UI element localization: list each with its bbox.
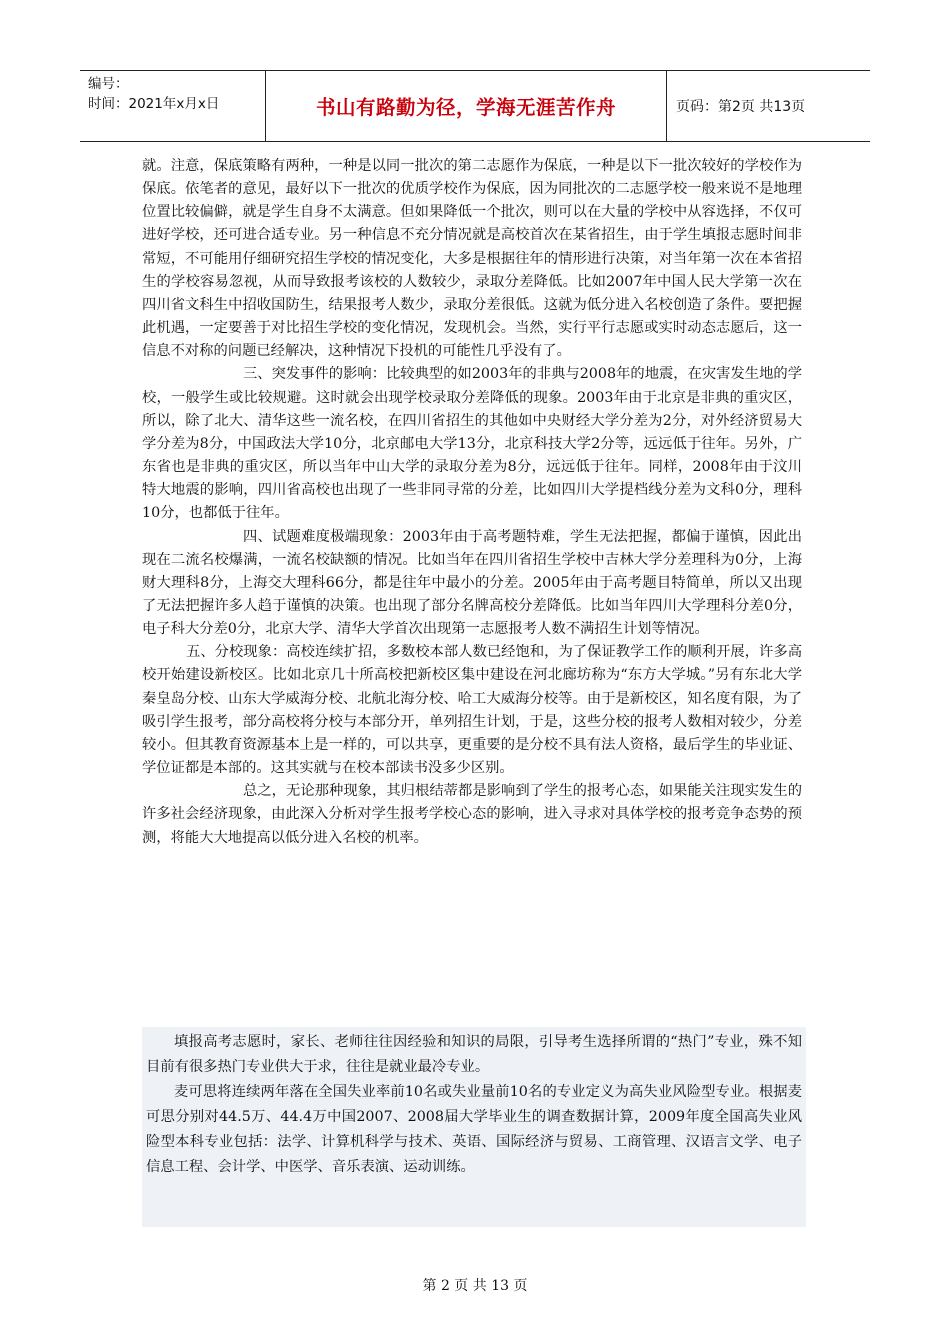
paragraph: 就。注意，保底策略有两种，一种是以同一批次的第二志愿作为保底，一种是以下一批次较好的学校作为保底。依笔者的意见，最好以下一批次的优质学校作为保底，因为同批次的二志愿学校一般来说不是地理位置比较偏僻，就是学生自身不太满意。但如果降低一个批次，则可以在大量的学校中从容选择，不仅可进好学校，还可进合适专业。另一种信息不充分情况就是高校首次在某省招生，由于学生填报志愿时间非常短，不可能用仔细研究招生学校的情况变化，大多是根据往年的情形进行决策，对当年第一次在本省招生的学校容易忽视，从而导致报考该校的人数较少，录取分差降低。比如2007年中国人民大学第一次在四川省文科生中招收国防生，结果报考人数少，录取分差很低。这就为低分进入名校创造了条件。要把握此机遇，一定要善于对比招生学校的变化情况，发现机会。当然，实行平行志愿或实时动态志愿后，这一信息不对称的问题已经解决，这种情况下投机的可能性几乎没有了。 <box>142 158 802 360</box>
header-page-info: 页码：第2页 共13页 <box>676 99 806 115</box>
paragraph: 填报高考志愿时，家长、老师往往因经验和知识的局限，引导考生选择所谓的“热门”专业，殊不知目前有很多热门专业供大于求，往往是就业最冷专业。 <box>146 1034 802 1075</box>
paragraph: 四、试题难度极端现象：2003年由于高考题特难，学生无法把握，都偏于谨慎，因此出现在二流名校爆满，一流名校缺额的情况。比如当年在四川省招生学校中吉林大学分差理科为0分，上海财大理科8分，上海交大理科66分，都是往年中最小的分差。2005年由于高考题目特简单，所以又出现了无法把握许多人趋于谨慎的决策。也出现了部分名牌高校分差降低。比如当年四川大学理科分差0分，电子科大分差0分，北京大学、清华大学首次出现第一志愿报考人数不满招生计划等情况。 <box>142 528 802 638</box>
page-footer: 第 2 页 共 13 页 <box>422 1278 528 1294</box>
page-header <box>80 70 870 142</box>
paragraph: 麦可思将连续两年落在全国失业率前10名或失业量前10名的专业定义为高失业风险型专业。根据麦可思分别对44.5万、44.4万中国2007、2008届大学毕业生的调查数据计算，2009年度全国高失业风险型本科专业包括：法学、计算机科学与技术、英语、国际经济与贸易、工商管理、汉语言文学、电子信息工程、会计学、中医学、音乐表演、运动训练。 <box>146 1084 802 1175</box>
main-text <box>142 155 802 850</box>
shaded-text <box>146 1030 802 1180</box>
paragraph: 三、突发事件的影响：比较典型的如2003年的非典与2008年的地震，在灾害发生地的学校，一般学生或比较规避。这时就会出现学校录取分差降低的现象。2003年由于北京是非典的重灾区，所以，除了北大、清华这些一流名校，在四川省招生的其他如中央财经大学分差为2分，对外经济贸易大学分差为8分，中国政法大学10分，北京邮电大学13分，北京科技大学2分等，远远低于往年。另外，广东省也是非典的重灾区，所以当年中山大学的录取分差为8分，远远低于往年。同样，2008年由于汶川特大地震的影响，四川省高校也出现了一些非同寻常的分差，比如四川大学提档线分差为文科0分，理科10分，也都低于往年。 <box>142 366 802 522</box>
header-motto: 书山有路勤为径，学海无涯苦作舟 <box>266 71 667 141</box>
paragraph: 五、分校现象：高校连续扩招，多数校本部人数已经饱和，为了保证教学工作的顺利开展，许多高校开始建设新校区。比如北京几十所高校把新校区集中建设在河北廊坊称为“东方大学城。”另有东北大学秦皇岛分校、山东大学威海分校、北航北海分校、哈工大威海分校等。由于是新校区，知名度有限，为了吸引学生报考，部分高校将分校与本部分开，单列招生计划，于是，这些分校的报考人数相对较少，分差较小。但其教育资源基本上是一样的，可以共享，更重要的是分校不具有法人资格，最后学生的毕业证、学位证都是本部的。这其实就与在校本部读书没多少区别。 <box>142 644 802 777</box>
time-label: 时间：2021年x月x日 <box>88 96 220 112</box>
doc-number-label: 编号： <box>88 76 129 92</box>
header-meta-cell <box>80 71 266 141</box>
paragraph: 总之，无论那种现象，其归根结蒂都是影响到了学生的报考心态，如果能关注现实发生的许多社会经济现象，由此深入分析对学生报考学校心态的影响，进入寻求对具体学校的报考竞争态势的预测，将能大大地提高以低分进入名校的机率。 <box>142 783 802 846</box>
